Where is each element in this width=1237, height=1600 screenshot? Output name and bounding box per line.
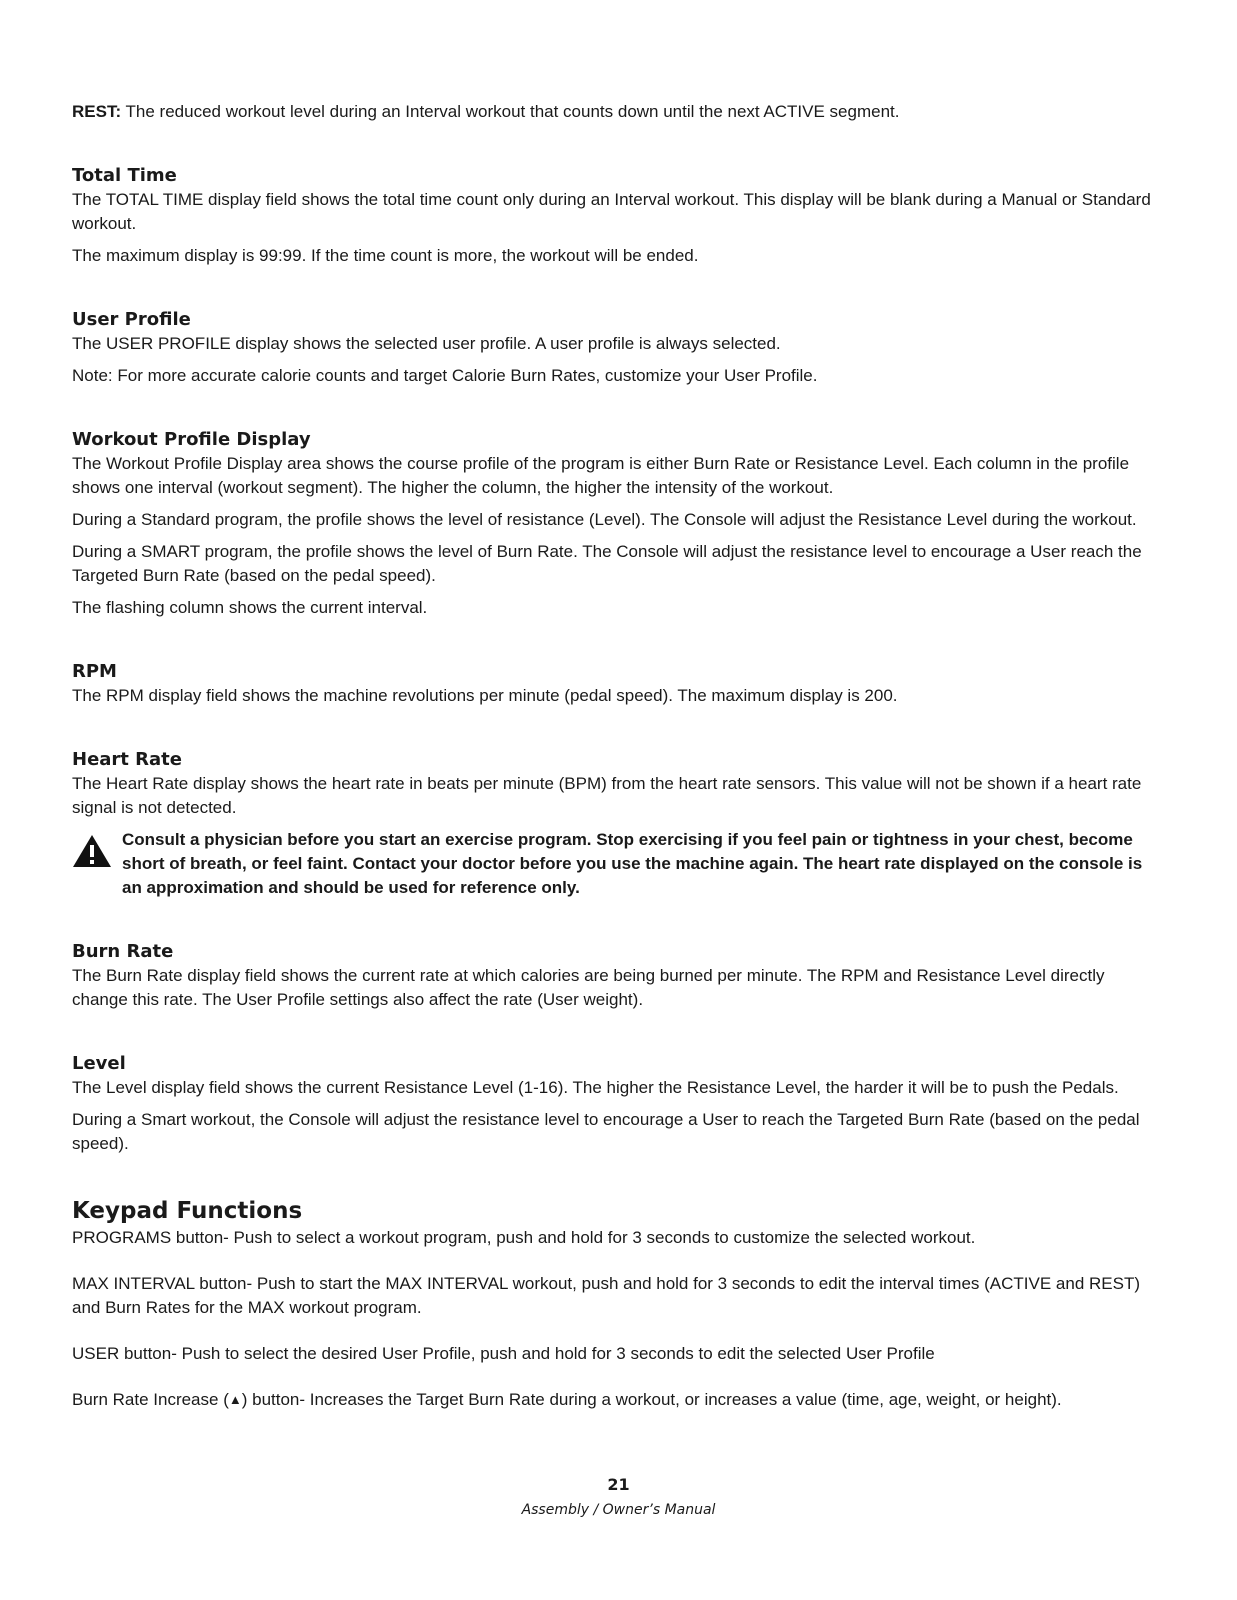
- up-triangle-icon: ▲: [228, 1392, 242, 1407]
- keypad-item-text: ) button- Increases the Target Burn Rate during a workout, or increases a value (time, age, weight, or height).: [241, 1390, 1062, 1409]
- rest-label: REST:: [72, 102, 122, 121]
- manual-page-content: [72, 100, 1152, 1434]
- section-burn-rate: [72, 940, 1152, 1012]
- rest-definition: [72, 100, 1152, 124]
- warning-text: Consult a physician before you start an exercise program. Stop exercising if you feel pain or tightness in your chest, become short of breath, or feel faint. Contact your doctor before you use the machine again. The heart rate displayed on the console is an approximation and should be used for reference only.: [122, 830, 1143, 897]
- keypad-item-text: Burn Rate Increase (: [72, 1390, 229, 1409]
- section-total-time: [72, 164, 1152, 268]
- footer-subtitle: Assembly / Owner’s Manual: [521, 1502, 716, 1518]
- page-number: 21: [607, 1475, 630, 1494]
- paragraph: The maximum display is 99:99. If the time count is more, the workout will be ended.: [72, 246, 699, 265]
- section-title-rpm: RPM: [72, 661, 117, 682]
- paragraph: The Heart Rate display shows the heart rate in beats per minute (BPM) from the heart rate sensors. This value will not be shown if a heart rate signal is not detected.: [72, 774, 1142, 817]
- keypad-item-programs: PROGRAMS button- Push to select a workout program, push and hold for 3 seconds to customize the selected workout.: [72, 1228, 976, 1247]
- paragraph: The USER PROFILE display shows the selected user profile. A user profile is always selected.: [72, 334, 781, 353]
- section-level: [72, 1052, 1152, 1156]
- paragraph: Note: For more accurate calorie counts and target Calorie Burn Rates, customize your User Profile.: [72, 366, 818, 385]
- section-workout-profile-display: [72, 428, 1152, 620]
- paragraph: During a Standard program, the profile shows the level of resistance (Level). The Console will adjust the Resistance Level during the workout.: [72, 510, 1137, 529]
- paragraph: The RPM display field shows the machine revolutions per minute (pedal speed). The maximum display is 200.: [72, 686, 898, 705]
- section-title-keypad-functions: Keypad Functions: [72, 1198, 303, 1224]
- section-rpm: [72, 660, 1152, 708]
- section-title-workout-profile-display: Workout Profile Display: [72, 429, 311, 450]
- section-title-user-profile: User Profile: [72, 309, 191, 330]
- keypad-item-max-interval: MAX INTERVAL button- Push to start the MAX INTERVAL workout, push and hold for 3 seconds to edit the interval times (ACTIVE and REST) and Burn Rates for the MAX workout program.: [72, 1274, 1141, 1317]
- section-keypad-functions: [72, 1196, 1152, 1412]
- paragraph: During a SMART program, the profile shows the level of Burn Rate. The Console will adjust the resistance level to encourage a User reach the Targeted Burn Rate (based on the pedal speed).: [72, 542, 1142, 585]
- paragraph: The Burn Rate display field shows the current rate at which calories are being burned per minute. The RPM and Resistance Level directly change this rate. The User Profile settings also affect the rate (User weight).: [72, 966, 1105, 1009]
- section-title-heart-rate: Heart Rate: [72, 749, 182, 770]
- paragraph: The TOTAL TIME display field shows the total time count only during an Interval workout. This display will be blank during a Manual or Standard workout.: [72, 190, 1151, 233]
- section-title-burn-rate: Burn Rate: [72, 941, 174, 962]
- page-footer: [0, 1474, 1237, 1520]
- paragraph: The Workout Profile Display area shows the course profile of the program is either Burn Rate or Resistance Level. Each column in the profile shows one interval (workout segment). The higher the column, the higher the intensity of the workout.: [72, 454, 1130, 497]
- rest-text: The reduced workout level during an Interval workout that counts down until the next ACTIVE segment.: [121, 102, 900, 121]
- keypad-item-burn-rate-increase: [72, 1388, 1152, 1412]
- section-user-profile: [72, 308, 1152, 388]
- paragraph: During a Smart workout, the Console will adjust the resistance level to encourage a User to reach the Targeted Burn Rate (based on the pedal speed).: [72, 1110, 1140, 1153]
- section-title-total-time: Total Time: [72, 165, 177, 186]
- warning-triangle-icon: [72, 834, 112, 868]
- warning-callout: [72, 828, 1152, 900]
- section-title-level: Level: [72, 1053, 126, 1074]
- paragraph: The flashing column shows the current interval.: [72, 598, 428, 617]
- section-heart-rate: [72, 748, 1152, 900]
- paragraph: The Level display field shows the current Resistance Level (1-16). The higher the Resistance Level, the harder it will be to push the Pedals.: [72, 1078, 1119, 1097]
- keypad-item-user: USER button- Push to select the desired User Profile, push and hold for 3 seconds to edit the selected User Profile: [72, 1344, 935, 1363]
